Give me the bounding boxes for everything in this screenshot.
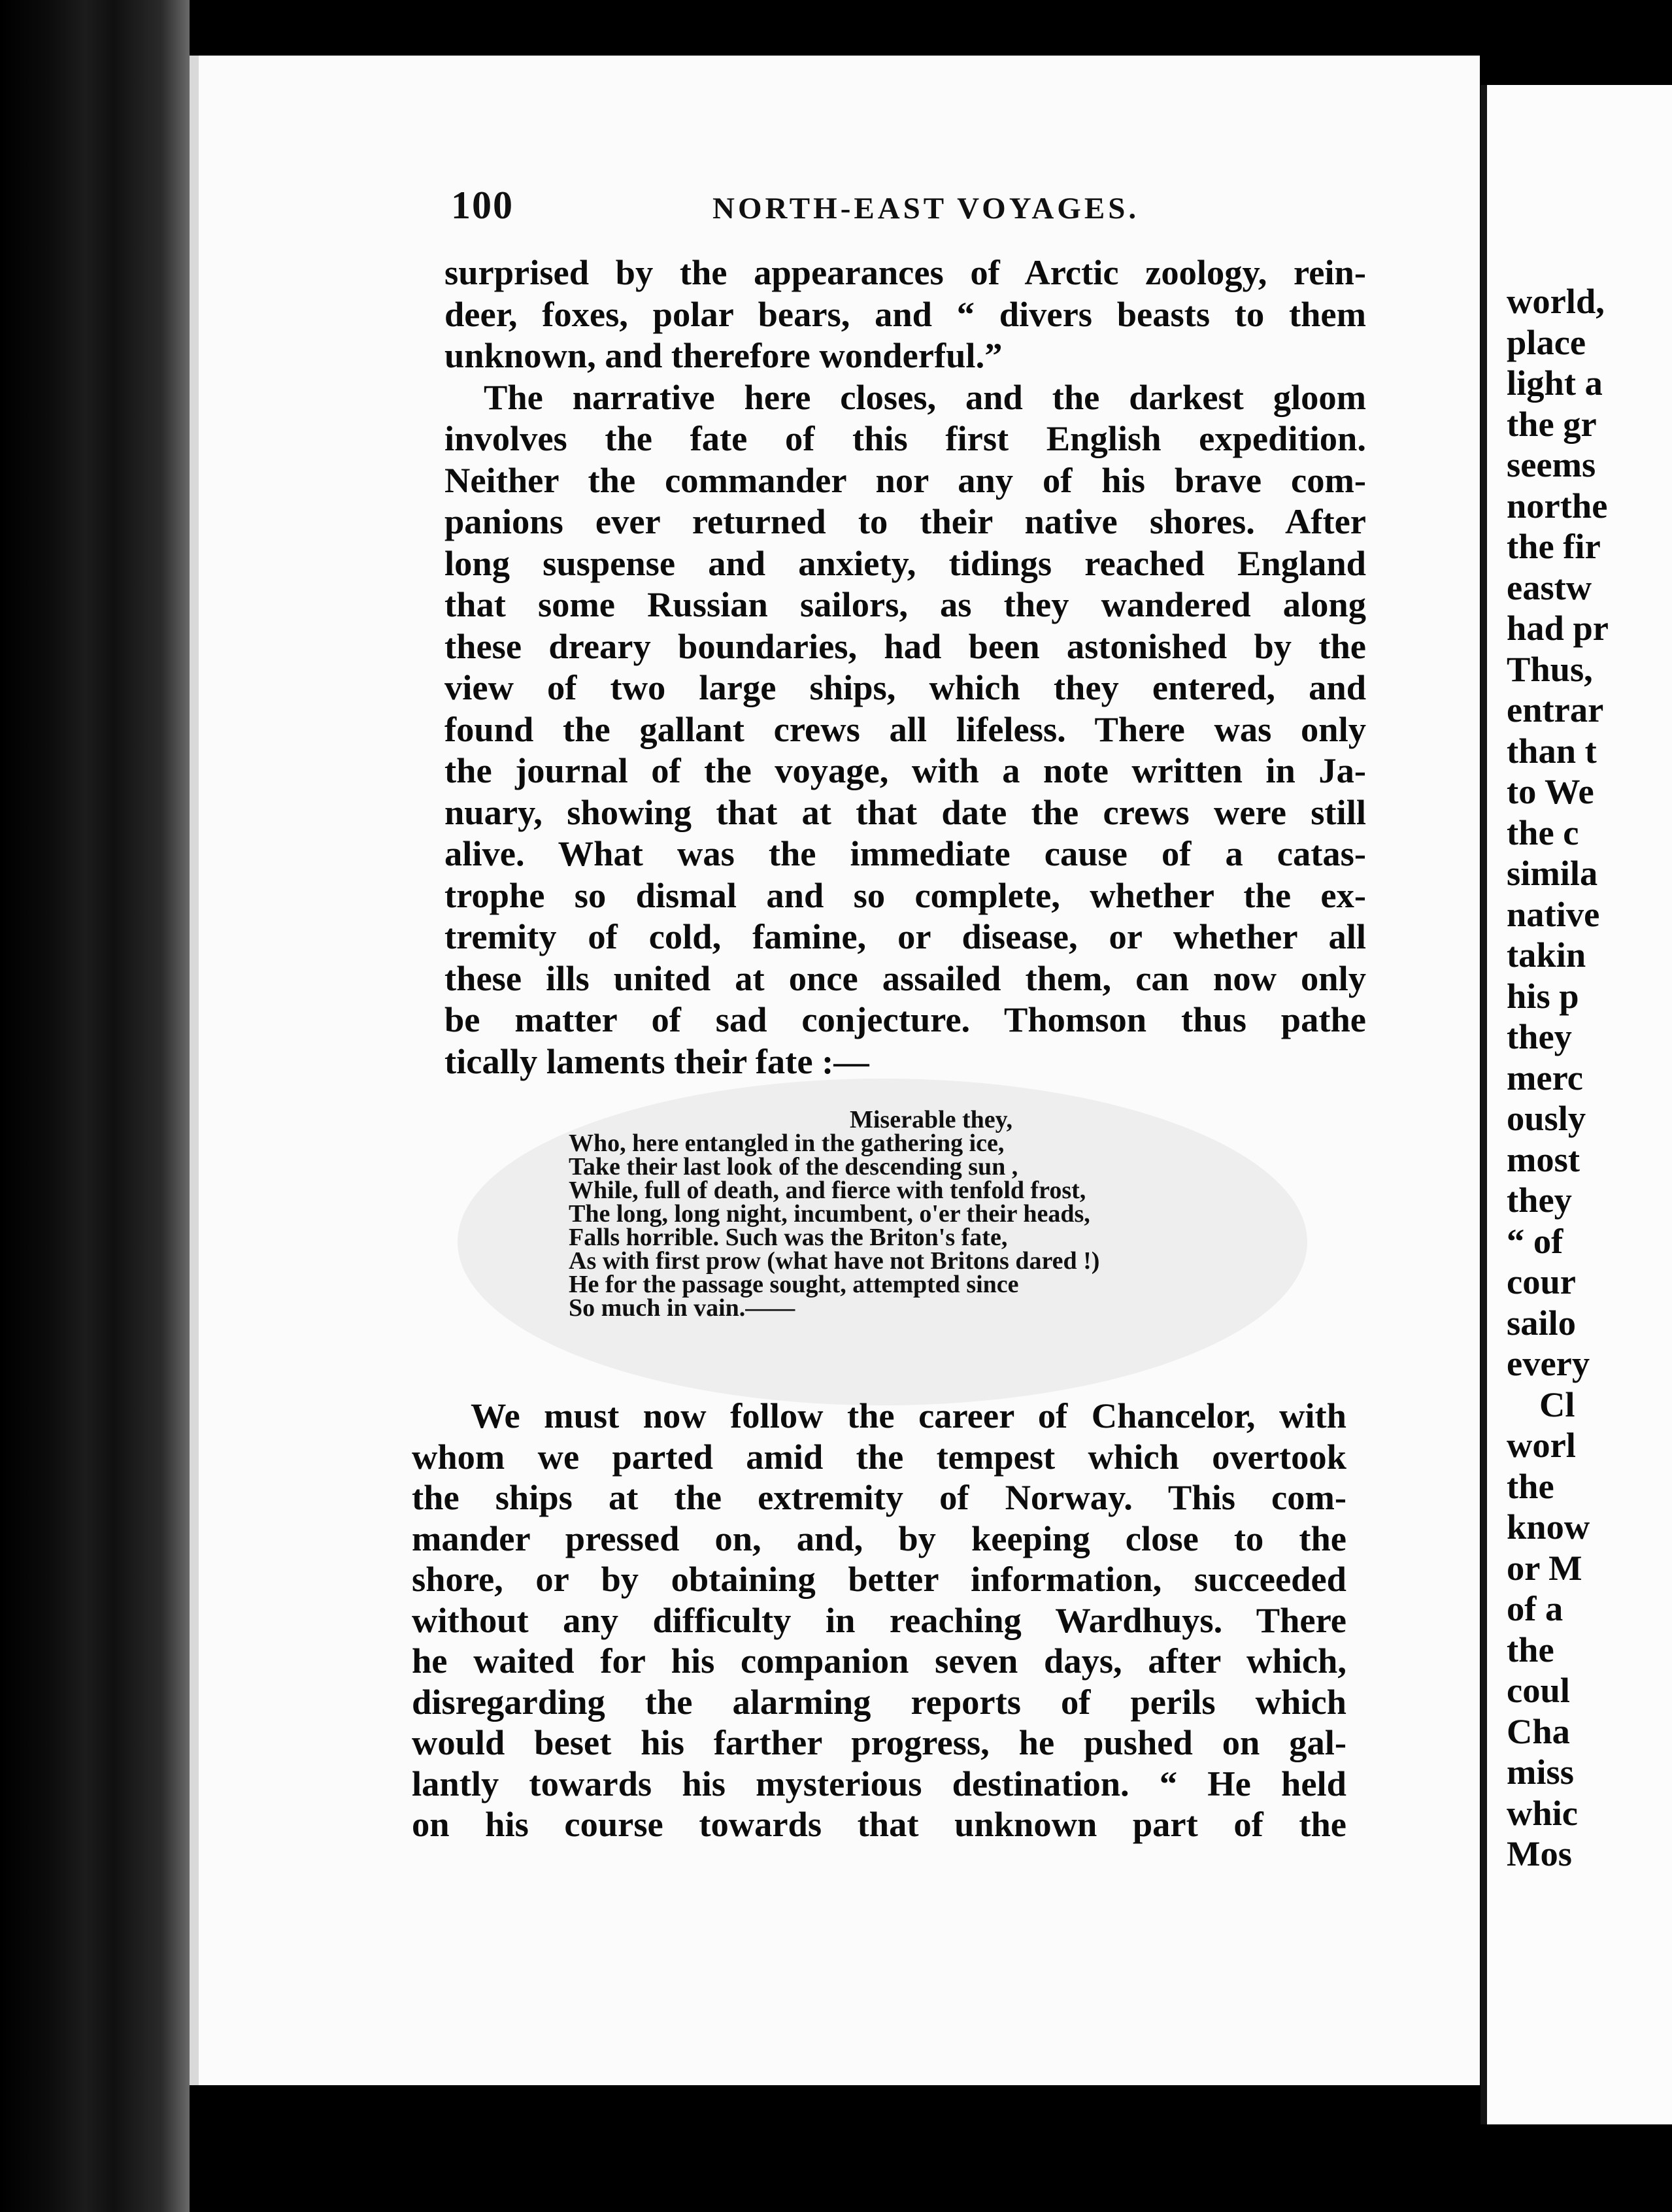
page-number: 100 <box>451 184 514 227</box>
text-line: We must now follow the career of Chancelor, with <box>471 1396 1346 1435</box>
facing-line: eastw <box>1507 567 1592 607</box>
facing-line: miss <box>1507 1752 1574 1792</box>
facing-line: Thus, <box>1507 648 1593 689</box>
facing-line: “ of <box>1507 1220 1563 1261</box>
facing-line: takin <box>1507 935 1586 975</box>
main-text-block <box>444 252 1366 1082</box>
bleed-through-shadow <box>458 1079 1307 1405</box>
facing-line: light a <box>1507 363 1603 403</box>
facing-line: simila <box>1507 853 1598 893</box>
second-text-block <box>412 1396 1346 1845</box>
facing-line: place <box>1507 322 1586 362</box>
facing-line: had pr <box>1507 608 1609 648</box>
facing-line: his p <box>1507 975 1579 1016</box>
verse-line: The long, long night, incumbent, o'er their heads, <box>569 1200 1090 1228</box>
text-line: on his course towards that unknown part of the <box>412 1804 1346 1844</box>
facing-line: every <box>1507 1343 1590 1383</box>
facing-line: ously <box>1507 1098 1586 1138</box>
facing-line: to We <box>1507 771 1594 811</box>
facing-line: know <box>1507 1507 1590 1547</box>
text-line: disregarding the alarming reports of perils which <box>412 1681 1346 1722</box>
facing-line: northe <box>1507 485 1608 526</box>
text-line: he waited for his companion seven days, after which, <box>412 1641 1346 1681</box>
facing-line: sailo <box>1507 1302 1576 1343</box>
text-line: be matter of sad conjecture. Thomson thus pathe <box>444 999 1366 1039</box>
text-line: found the gallant crews all lifeless. There was only <box>444 709 1366 749</box>
text-line: tically laments their fate :— <box>444 1041 869 1081</box>
facing-line: they <box>1507 1180 1572 1220</box>
facing-line: the <box>1507 1466 1554 1506</box>
text-line: involves the fate of this first English expedition. <box>444 418 1366 458</box>
facing-line: coul <box>1507 1670 1570 1710</box>
text-line: shore, or by obtaining better information, succeeded <box>412 1559 1346 1599</box>
facing-line: or M <box>1507 1547 1582 1588</box>
text-line: mander pressed on, and, by keeping close to the <box>412 1518 1346 1558</box>
running-title: NORTH-EAST VOYAGES. <box>712 192 1140 226</box>
text-line: trophe so dismal and so complete, whether the ex- <box>444 875 1366 915</box>
text-line: Neither the commander nor any of his brave com- <box>444 460 1366 500</box>
facing-line: world, <box>1507 281 1605 321</box>
running-header <box>451 183 1301 242</box>
text-line: these dreary boundaries, had been astonished by the <box>444 626 1366 666</box>
facing-page-edge <box>1480 85 1672 2124</box>
facing-line: whic <box>1507 1792 1578 1833</box>
text-line: alive. What was the immediate cause of a catas- <box>444 833 1366 873</box>
facing-line: entrar <box>1507 690 1604 729</box>
verse-line: So much in vain.—— <box>569 1294 795 1322</box>
facing-line: Cha <box>1507 1711 1570 1751</box>
text-line: these ills united at once assailed them, can now only <box>444 958 1366 998</box>
text-line: panions ever returned to their native shores. After <box>444 501 1366 541</box>
facing-line: the c <box>1507 812 1579 852</box>
text-line: the journal of the voyage, with a note written in Ja- <box>444 750 1366 790</box>
text-line: long suspense and anxiety, tidings reached England <box>444 543 1366 583</box>
verse-line: While, full of death, and fierce with tenfold frost, <box>569 1177 1086 1204</box>
facing-line: merc <box>1507 1057 1583 1098</box>
facing-line: the <box>1507 1629 1554 1669</box>
verse-line: Who, here entangled in the gathering ice, <box>569 1130 1005 1157</box>
text-line: that some Russian sailors, as they wandered along <box>444 584 1366 624</box>
text-line: would beset his farther progress, he pushed on gal- <box>412 1722 1346 1762</box>
facing-line: cour <box>1507 1262 1576 1301</box>
verse-line: Take their last look of the descending sun , <box>569 1153 1018 1181</box>
facing-line: of a <box>1507 1588 1563 1628</box>
text-line: nuary, showing that at that date the crews were still <box>444 792 1366 832</box>
text-line: deer, foxes, polar bears, and “ divers beasts to them <box>444 293 1366 334</box>
facing-line: they <box>1507 1016 1572 1056</box>
verse-line: As with first prow (what have not Britons dared !) <box>569 1247 1100 1275</box>
facing-line: native <box>1507 894 1600 934</box>
facing-line: Cl <box>1539 1384 1575 1424</box>
facing-line: the gr <box>1507 403 1597 444</box>
facing-line: seems <box>1507 444 1596 484</box>
facing-page-text <box>1507 281 1672 1875</box>
facing-line: worl <box>1507 1425 1576 1465</box>
verse-line: Miserable they, <box>850 1106 1013 1133</box>
verse-line: Falls horrible. Such was the Briton's fate, <box>569 1224 1008 1251</box>
text-line: The narrative here closes, and the darkest gloom <box>484 377 1366 417</box>
text-line: surprised by the appearances of Arctic zoology, rein- <box>444 252 1366 292</box>
text-line: without any difficulty in reaching Wardhuys. There <box>412 1600 1346 1640</box>
verse-line: He for the passage sought, attempted since <box>569 1271 1019 1298</box>
facing-line: Mos <box>1507 1834 1572 1873</box>
text-line: tremity of cold, famine, or disease, or whether all <box>444 916 1366 956</box>
facing-line: the fir <box>1507 526 1601 566</box>
text-line: view of two large ships, which they entered, and <box>444 667 1366 707</box>
text-line: the ships at the extremity of Norway. This com- <box>412 1477 1346 1517</box>
facing-line: than t <box>1507 730 1597 771</box>
book-binding-gutter <box>0 0 190 2212</box>
text-line: unknown, and therefore wonderful.” <box>444 335 1003 375</box>
text-line: whom we parted amid the tempest which overtook <box>412 1436 1346 1477</box>
text-line: lantly towards his mysterious destination. “ He held <box>412 1763 1346 1803</box>
facing-line: most <box>1507 1139 1580 1179</box>
